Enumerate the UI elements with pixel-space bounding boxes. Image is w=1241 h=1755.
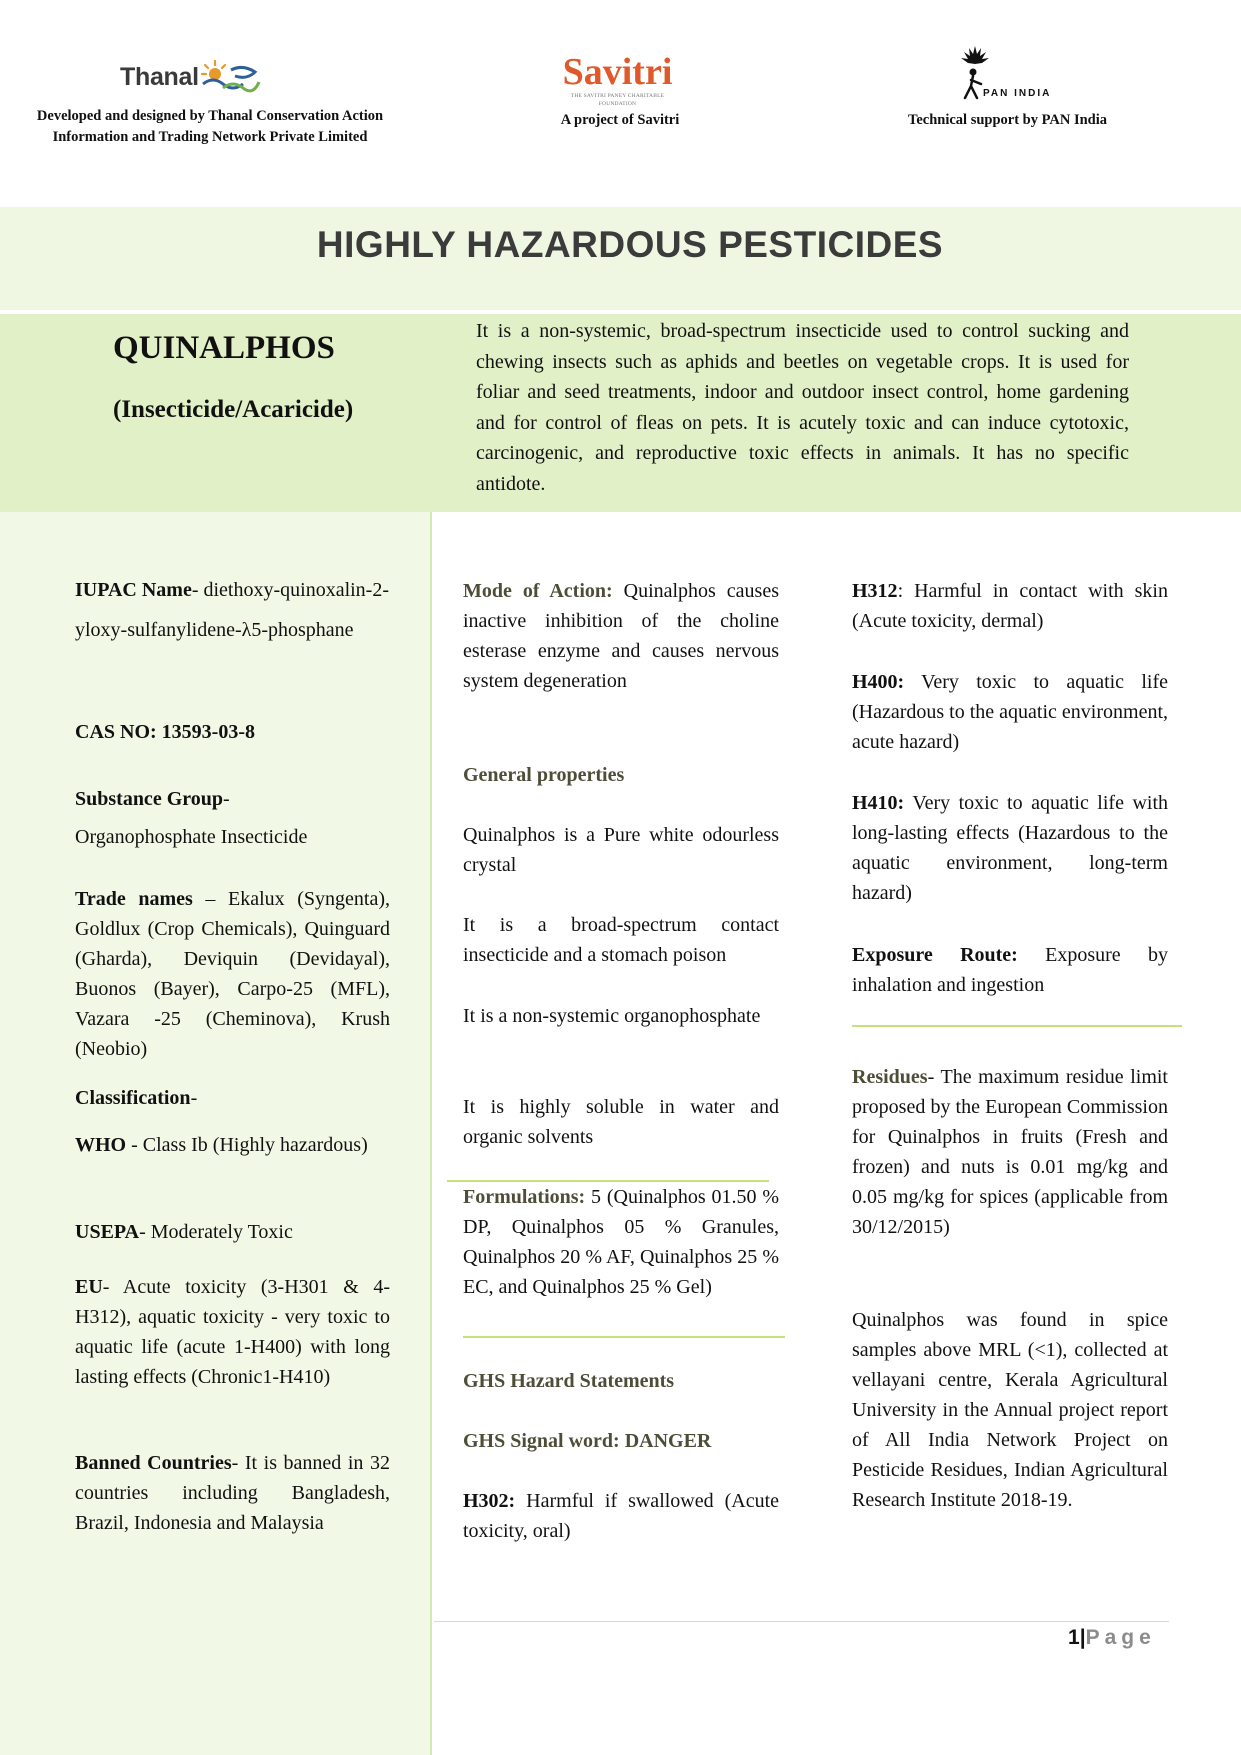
residues-block xyxy=(852,1062,1168,1242)
chemical-type: (Insecticide/Acaricide) xyxy=(113,396,354,423)
page-number-value: 1 xyxy=(1068,1626,1080,1649)
pan-india-logo xyxy=(955,44,1065,104)
banned-value: - It is banned in 32 countries including Bangladesh, Brazil, Indonesia and Malaysia xyxy=(75,1452,391,1534)
mrl-finding: Quinalphos was found in spice samples above MRL (<1), collected at vellayani centre, Kerala Agricultural University in the Annual project report of All India Network Project on Pesticide Residues, Indian Agricultural Research Institute 2018-19. xyxy=(852,1309,1168,1511)
page-separator: | xyxy=(1079,1626,1086,1649)
thanal-logo xyxy=(120,60,261,94)
residues-value: - The maximum residue limit proposed by the European Commission for Quinalphos in fruits (Fresh and frozen) and nuts is 0.01 mg/kg and 0.05 mg/kg for spices (applicable from 30/12/2015) xyxy=(852,1066,1168,1238)
h410-value: Very toxic to aquatic life with long-lasting effects (Hazardous to the aquatic environment, long-term hazard) xyxy=(852,792,1168,904)
property-4: It is highly soluble in water and organic solvents xyxy=(463,1096,779,1148)
h400-block xyxy=(852,667,1168,757)
formulations-value: 5 (Quinalphos 01.50 % DP, Quinalphos 05 % Granules, Quinalphos 20 % AF, Quinalphos 25 % EC, and Quinalphos 25 % Gel) xyxy=(463,1186,779,1298)
h400-value: Very toxic to aquatic life (Hazardous to the aquatic environment, acute hazard) xyxy=(852,671,1168,753)
h400-label: H400: xyxy=(852,671,905,693)
chemical-description: It is a non-systemic, broad-spectrum insecticide used to control sucking and chewing insects such as aphids and beetles on vegetable crops. It is used for foliar and seed treatments, indoor and outdoor insect control, home gardening and for control of fleas on pets. It is acutely toxic and can induce cytotoxic, carcinogenic, and reproductive toxic effects in animals. It has no specific antidote. xyxy=(476,320,1129,495)
h302-label: H302: xyxy=(463,1490,516,1512)
h312-block xyxy=(852,576,1168,636)
h312-label: H312 xyxy=(852,580,898,602)
usepa-block xyxy=(75,1217,390,1247)
exposure-label: Exposure Route: xyxy=(852,944,1018,966)
banned-label: Banned Countries xyxy=(75,1452,232,1474)
classification-dash: - xyxy=(190,1087,198,1109)
substance-label: Substance Group xyxy=(75,788,224,810)
property-2: It is a broad-spectrum contact insecticide and a stomach poison xyxy=(463,914,779,966)
savitri-logo-tagline: THE SAVITRI PANEY CHARITABLE FOUNDATION xyxy=(570,93,665,107)
footer-rule xyxy=(434,1621,1169,1622)
general-properties-heading: General properties xyxy=(463,764,625,786)
iupac-block xyxy=(75,570,390,650)
formulations-block xyxy=(463,1182,779,1302)
trade-names-block xyxy=(75,884,390,1064)
who-value: - Class Ib (Highly hazardous) xyxy=(126,1134,368,1156)
eu-block xyxy=(75,1272,390,1392)
banned-block xyxy=(75,1448,390,1538)
chemical-name: QUINALPHOS xyxy=(113,330,335,366)
savitri-logo-text: Savitri xyxy=(562,51,673,93)
exposure-value: Exposure by inhalation and ingestion xyxy=(852,944,1168,996)
savitri-logo xyxy=(555,52,680,108)
page-number xyxy=(1068,1626,1156,1650)
property-3: It is a non-systemic organophosphate xyxy=(463,1005,761,1027)
who-block xyxy=(75,1130,390,1160)
formulations-bottom-rule xyxy=(463,1336,785,1338)
ghs-heading: GHS Hazard Statements xyxy=(463,1370,675,1392)
substance-value: Organophosphate Insecticide xyxy=(75,826,308,848)
page-label: Page xyxy=(1085,1626,1156,1649)
pan-caption: Technical support by PAN India xyxy=(907,112,1108,128)
mode-value: Quinalphos causes inactive inhibition of the choline esterase enzyme and causes nervous system degeneration xyxy=(463,580,779,692)
property-1: Quinalphos is a Pure white odourless crystal xyxy=(463,824,779,876)
usepa-label: USEPA xyxy=(75,1221,140,1243)
residues-top-rule xyxy=(852,1025,1182,1027)
trade-label: Trade names xyxy=(75,888,193,910)
eu-value: - Acute toxicity (3-H301 & 4-H312), aquatic toxicity - very toxic to aquatic life (acute 1-H400) with long lasting effects (Chronic1-H410) xyxy=(75,1276,390,1388)
savitri-caption: A project of Savitri xyxy=(560,112,680,128)
iupac-value: - diethoxy-quinoxalin-2-yloxy-sulfanylidene-λ5-phosphane xyxy=(75,579,390,641)
usepa-value: - Moderately Toxic xyxy=(139,1221,293,1243)
mode-of-action-block xyxy=(463,576,779,696)
iupac-label: IUPAC Name xyxy=(75,579,192,601)
substance-dash: - xyxy=(223,788,230,810)
h312-value: : Harmful in contact with skin (Acute toxicity, dermal) xyxy=(852,580,1168,632)
residues-label: Residues xyxy=(852,1066,928,1088)
pan-logo-text: PAN INDIA xyxy=(983,88,1052,99)
h410-block xyxy=(852,788,1168,908)
mode-label: Mode of Action: xyxy=(463,580,613,602)
trade-value: – Ekalux (Syngenta), Goldlux (Crop Chemicals), Quinguard (Gharda), Deviquin (Devidayal), Buonos (Bayer), Carpo-25 (MFL), Vazara -25 (Cheminova), Krush (Neobio) xyxy=(75,888,390,1060)
eu-label: EU xyxy=(75,1276,103,1298)
h302-value: Harmful if swallowed (Acute toxicity, oral) xyxy=(463,1490,779,1542)
cas-number: CAS NO: 13593-03-8 xyxy=(75,721,255,743)
formulations-label: Formulations: xyxy=(463,1186,586,1208)
who-label: WHO xyxy=(75,1134,127,1156)
classification-label: Classification xyxy=(75,1087,191,1109)
substance-block xyxy=(75,780,390,856)
thanal-logo-text: Thanal xyxy=(120,62,199,91)
ghs-signal-word: GHS Signal word: DANGER xyxy=(463,1430,712,1452)
thanal-caption: Developed and designed by Thanal Conservation Action Information and Trading Network Private Limited xyxy=(36,108,384,145)
classification-heading xyxy=(75,1083,390,1113)
exposure-block xyxy=(852,940,1168,1000)
thanal-sun-wave-icon xyxy=(199,60,261,94)
h302-block xyxy=(463,1486,779,1546)
page-title: HIGHLY HAZARDOUS PESTICIDES xyxy=(316,224,944,265)
h410-label: H410: xyxy=(852,792,905,814)
